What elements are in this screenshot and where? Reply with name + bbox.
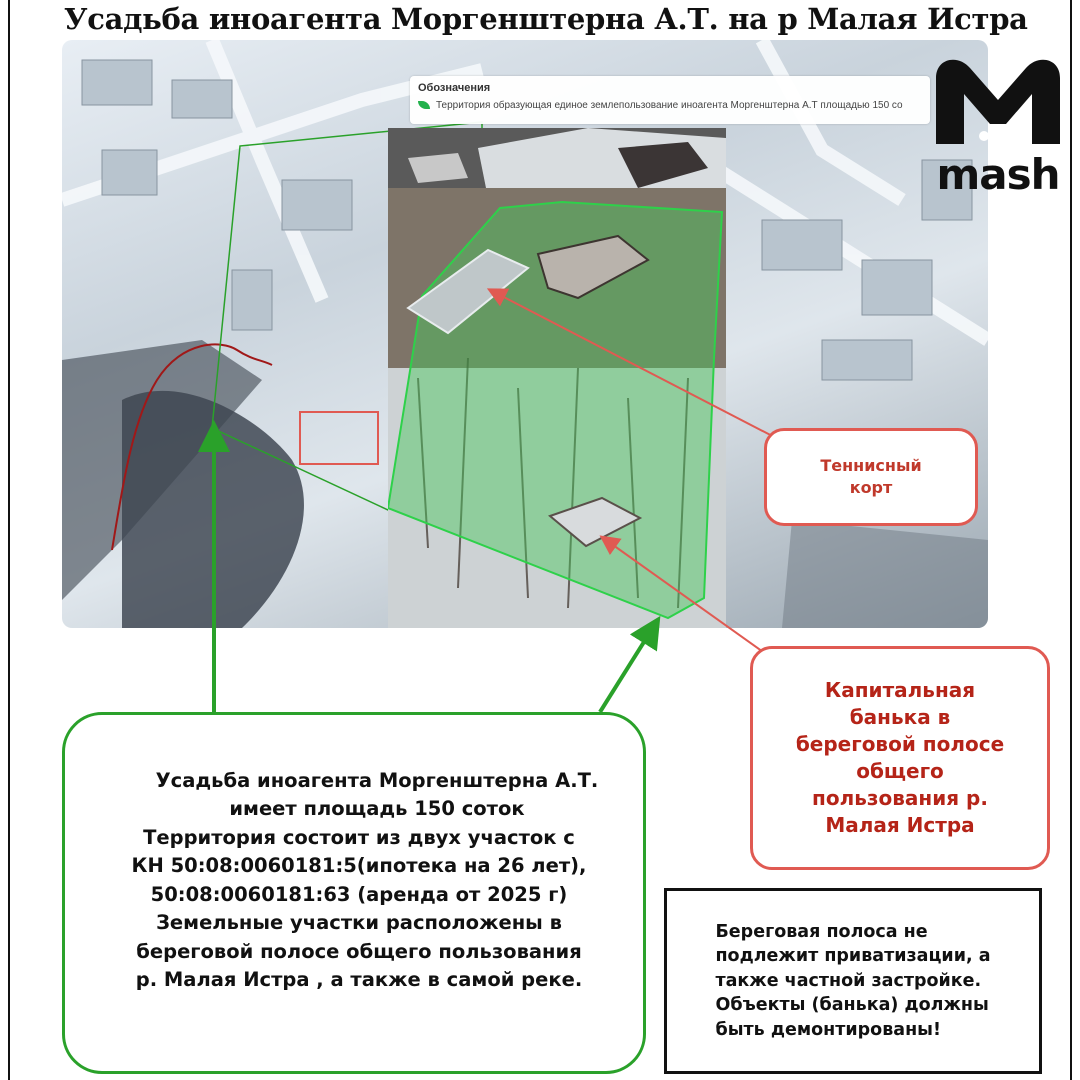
main-arrow-right [600,626,654,712]
main-line-7: береговой полосе общего пользования [136,939,582,963]
main-line-3: Территория состоит из двух участок с [143,825,575,849]
shore-line-1: Береговая полоса не [715,921,928,942]
bath-line-4: общего [856,759,944,783]
bath-arrow [606,540,766,654]
bath-line-2: банька в [849,705,951,729]
legend-title: Обозначения [418,82,491,94]
bath-line-3: береговой полосе [795,732,1005,756]
shore-line-3: также частной застройке. [715,970,982,991]
shoreline-note-box [664,888,1042,1074]
main-line-8: р. Малая Истра , а также в самой реке. [135,968,583,992]
tennis-line-1: Теннисный [820,456,922,476]
legend-item-text: Территория образующая единое землепользование иноагента Моргенштерна А.Т площадью 150 со [436,100,903,111]
bath-line-5: пользования р. [812,786,988,810]
page-title: Усадьба иноагента Моргенштерна А.Т. на р Малая Истра [64,2,1028,36]
shore-line-2: подлежит приватизации, а [715,946,991,967]
main-line-5: 50:08:0060181:63 (аренда от 2025 г) [150,882,568,906]
tennis-arrow [494,292,780,440]
shore-line-5: быть демонтированы! [715,1019,941,1040]
main-line-2: имеет площадь 150 соток [229,797,525,821]
tennis-line-2: корт [849,478,893,497]
bath-line-1: Капитальная [824,678,976,702]
logo-text: mash [936,150,1060,199]
main-line-4: КН 50:08:0060181:5(ипотека на 26 лет), [131,854,587,878]
main-line-6: Земельные участки расположены в [156,911,562,935]
shore-line-4: Объекты (банька) должны [715,995,989,1016]
bathhouse-callout [750,646,1050,870]
estate-info-callout [62,712,646,1074]
tennis-court-callout [764,428,978,526]
estate-info-text [89,767,629,995]
main-line-1: Усадьба иноагента Моргенштерна А.Т. [155,769,599,792]
bath-line-6: Малая Истра [825,813,975,837]
